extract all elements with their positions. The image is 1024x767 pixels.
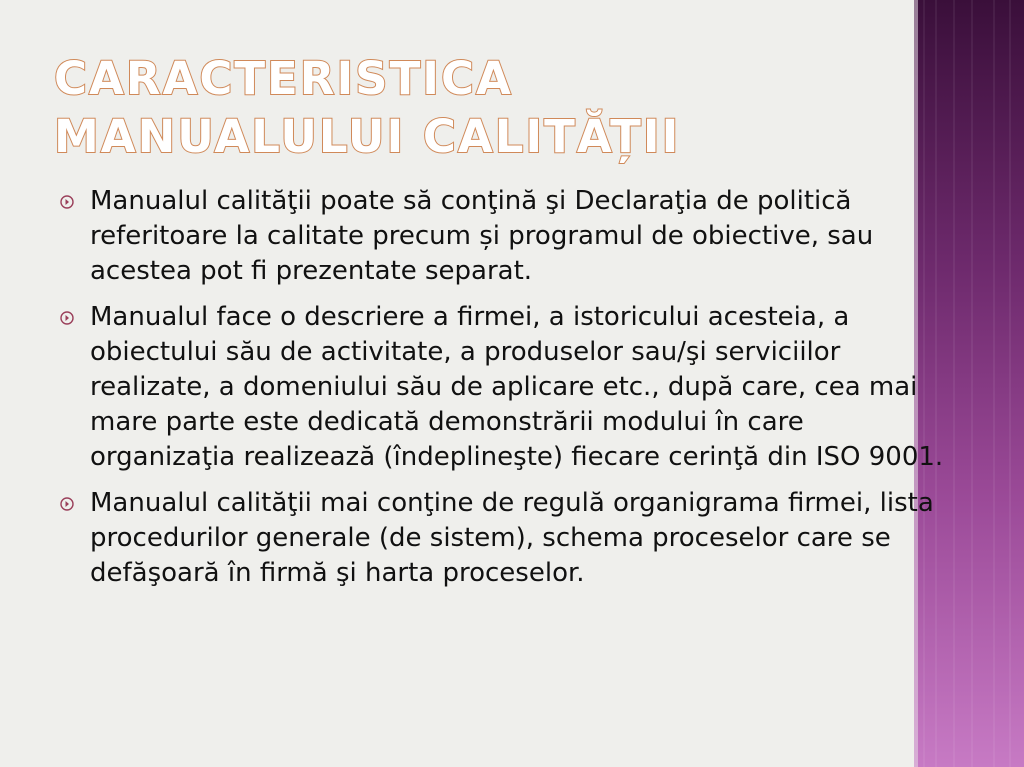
- slide-title: CARACTERISTICA MANUALULUI CALITĂȚII: [54, 52, 681, 163]
- circled-arrow-icon: [60, 497, 74, 511]
- bullet-item: [56, 184, 948, 289]
- bullet-text: Manualul calităţii mai conţine de regulă organigrama firmei, lista procedurilor generale (de sistem), schema proceselor care se defăşoară în firmă şi harta proceselor.: [90, 488, 934, 588]
- bullet-list: [56, 184, 948, 602]
- bullet-item: [56, 300, 948, 475]
- circled-arrow-icon: [60, 195, 74, 209]
- bullet-text: Manualul calităţii poate să conţină şi Declaraţia de politică referitoare la calitate precum și programul de obiective, sau acestea pot fi prezentate separat.: [90, 186, 874, 286]
- circled-arrow-icon: [60, 311, 74, 325]
- bullet-text: Manualul face o descriere a firmei, a istoricului acesteia, a obiectului său de activitate, a produselor sau/şi serviciilor realizate, a domeniului său de aplicare etc., după care, cea mai mare parte este dedicată demonstrării modului în care organizaţia realizează (îndeplineşte) fiecare cerinţă din ISO 9001.: [90, 302, 944, 472]
- bullet-item: [56, 486, 948, 591]
